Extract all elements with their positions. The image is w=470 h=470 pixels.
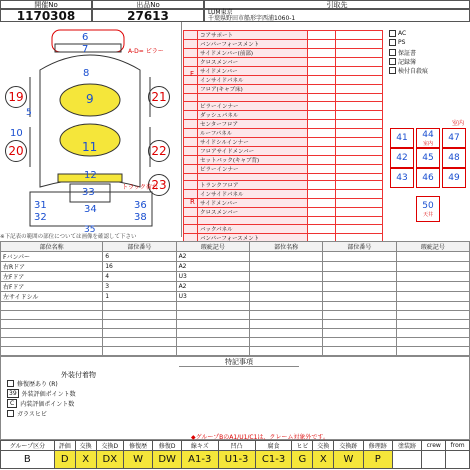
part-42: 42 [390, 148, 414, 168]
damage-cell [323, 347, 396, 356]
part-36: 36 [134, 200, 147, 211]
damage-row [1, 338, 470, 347]
header [0, 0, 470, 22]
member-row [184, 146, 383, 155]
damage-cell [1, 329, 103, 338]
destination [204, 9, 470, 22]
part-35: 35 [84, 225, 96, 235]
damage-cell [323, 252, 396, 262]
part-20: 20 [5, 140, 27, 162]
part-45: 45 [416, 148, 440, 168]
damage-cell [396, 329, 469, 338]
claim-note: ◆グループBのA1/U1/C1は、クレーム対象外です。 [191, 434, 329, 441]
truck-bed-label: トラック荷台 [122, 184, 158, 191]
member-row [184, 190, 383, 199]
member-name: ピラーインナー [198, 101, 308, 110]
part-32: 32 [34, 212, 47, 223]
diagram-note: ※下記表の範囲の部位については画像を確認して下さい [0, 234, 137, 240]
special-title: 特記事項 [179, 357, 299, 367]
damage-cell: U3 [176, 272, 249, 282]
part-23: 23 [148, 174, 170, 196]
damage-cell [396, 252, 469, 262]
damage-cell [103, 320, 176, 329]
group-f: F [190, 70, 195, 78]
damage-cell [176, 302, 249, 311]
part-47: 47 [442, 128, 466, 148]
rating-header: 交換跡 [334, 441, 363, 451]
damage-cell [103, 302, 176, 311]
rating-header: 凹凸 [218, 441, 255, 451]
damage-cell: 6 [103, 252, 176, 262]
member-row [184, 155, 383, 164]
part-48: 48 [442, 148, 466, 168]
member-name: クロスメンバー [198, 58, 308, 67]
shuppin-value: 27613 [92, 9, 204, 22]
vehicle-diagram [0, 22, 182, 237]
part-6: 6 [82, 32, 89, 43]
rating-value: W [123, 451, 152, 469]
member-row [184, 137, 383, 146]
part-9: 9 [86, 92, 94, 106]
damage-cell: A2 [176, 252, 249, 262]
damage-header: 部位番号 [323, 242, 396, 252]
damage-cell [396, 292, 469, 302]
ext-title: 外装付着物 [61, 371, 96, 379]
rating-header: ヒビ [292, 441, 313, 451]
member-name: フロアサイドメンバー [198, 146, 308, 155]
part-49: 49 [442, 168, 466, 188]
part-41: 41 [390, 128, 414, 148]
inner-label: 室内 [452, 120, 465, 127]
rating-value: X [75, 451, 96, 469]
member-name: ルーフパネル [198, 128, 308, 137]
dest-title: LUM東京 [208, 9, 233, 16]
damage-cell [1, 338, 103, 347]
rating-header: 修復D [153, 441, 182, 451]
kaijo-label: 開催No [0, 0, 92, 9]
legend-c: C 内装評価ポイント数 [7, 399, 74, 408]
damage-cell [249, 282, 322, 292]
equip-ac[interactable]: AC [389, 30, 406, 37]
member-name: ダッシュパネル [198, 110, 308, 119]
damage-cell [249, 320, 322, 329]
rating-header: 評価 [54, 441, 75, 451]
member-name: サイドメンバー(前部) [198, 49, 308, 58]
damage-header: 瑕疵記号 [396, 242, 469, 252]
member-name [198, 173, 308, 181]
member-name: トランクフロア [198, 181, 308, 190]
damage-cell: A2 [176, 262, 249, 272]
damage-cell [249, 302, 322, 311]
part-7: 7 [82, 44, 89, 55]
damage-cell [323, 302, 396, 311]
damage-cell [176, 329, 249, 338]
damage-row [1, 320, 470, 329]
rating-value [446, 451, 470, 469]
damage-cell: 1 [103, 292, 176, 302]
member-row [184, 85, 383, 94]
part-19: 19 [5, 86, 27, 108]
member-name: サイドメンバー [198, 199, 308, 208]
part-8: 8 [83, 68, 90, 79]
rating-header: グループ区分 [1, 441, 55, 451]
damage-cell [396, 320, 469, 329]
rating-header: 腐食 [255, 441, 292, 451]
damage-cell [396, 302, 469, 311]
rating-header: 塗装跡 [392, 441, 421, 451]
member-row [184, 199, 383, 208]
equip-record[interactable]: 記録簿 [389, 57, 416, 66]
part-22: 22 [148, 140, 170, 162]
damage-row [1, 282, 470, 292]
member-name: サイドメンバー [198, 67, 308, 76]
damage-cell [176, 338, 249, 347]
part-10: 10 [10, 128, 23, 139]
damage-cell [249, 329, 322, 338]
damage-cell: 16 [103, 262, 176, 272]
damage-cell [323, 262, 396, 272]
damage-cell [176, 320, 249, 329]
member-row [184, 94, 383, 102]
rating-header: 交換 [313, 441, 334, 451]
rating-header: crew [422, 441, 446, 451]
damage-cell: 4 [103, 272, 176, 282]
member-table [183, 30, 383, 243]
damage-cell [396, 347, 469, 356]
damage-header: 部位名称 [1, 242, 103, 252]
damage-cell [323, 292, 396, 302]
damage-cell [323, 272, 396, 282]
part-34: 34 [84, 204, 97, 215]
equip-ps[interactable]: PS [389, 39, 405, 46]
damage-cell [323, 329, 396, 338]
damage-cell [1, 347, 103, 356]
member-row [184, 224, 383, 233]
rating-header: 修復歴 [123, 441, 152, 451]
damage-cell [396, 338, 469, 347]
rating-header: from [446, 441, 470, 451]
member-name: バンパーフォースメント [198, 233, 308, 242]
special-section [0, 356, 470, 440]
damage-cell [1, 311, 103, 320]
rating-value: P [363, 451, 392, 469]
member-name: セットバック(キャブ背) [198, 155, 308, 164]
damage-row [1, 329, 470, 338]
damage-cell [323, 311, 396, 320]
damage-cell [1, 320, 103, 329]
damage-row [1, 311, 470, 320]
rating-value: C1-3 [255, 451, 292, 469]
damage-cell [1, 302, 103, 311]
rating-table [0, 440, 470, 469]
damage-cell [103, 311, 176, 320]
damage-row [1, 292, 470, 302]
part-31: 31 [34, 200, 47, 211]
member-row [184, 58, 383, 67]
damage-cell: A2 [176, 282, 249, 292]
damage-cell: 3 [103, 282, 176, 292]
member-row [184, 181, 383, 190]
damage-cell [323, 338, 396, 347]
rating-header: 交換D [96, 441, 123, 451]
member-name [198, 217, 308, 225]
equip-warranty[interactable]: 保証書 [389, 48, 416, 57]
damage-cell [249, 272, 322, 282]
member-name: ピラーインナー [198, 164, 308, 173]
member-row [184, 173, 383, 181]
part-5: 5 [26, 108, 32, 118]
damage-cell [249, 252, 322, 262]
rating-value: U1-3 [218, 451, 255, 469]
member-row [184, 164, 383, 173]
part-33: 33 [82, 187, 95, 198]
rating-header: 修理跡 [363, 441, 392, 451]
damage-cell [396, 262, 469, 272]
member-name: インサイドパネル [198, 76, 308, 85]
damage-cell: U3 [176, 292, 249, 302]
rating-value [392, 451, 421, 469]
member-row [184, 76, 383, 85]
damage-cell [103, 338, 176, 347]
damage-cell: Fバンパー [1, 252, 103, 262]
part-43: 43 [390, 168, 414, 188]
member-name: インサイドパネル [198, 190, 308, 199]
rating-value: B [1, 451, 55, 469]
part-50: 50 天井 [416, 196, 440, 222]
damage-cell [396, 311, 469, 320]
rating-value: X [313, 451, 334, 469]
damage-cell: 左サイドシル [1, 292, 103, 302]
member-name: コアサポート [198, 31, 308, 40]
shuppin-label: 出品No [92, 0, 204, 9]
damage-header: 部位番号 [103, 242, 176, 252]
legend-glass: ガラスヒビ [7, 409, 47, 418]
member-row [184, 119, 383, 128]
rating-value: A1-3 [182, 451, 219, 469]
member-name: センターフロア [198, 119, 308, 128]
damage-cell: 右Fドア [1, 282, 103, 292]
damage-row [1, 262, 470, 272]
hiki-label: 引取先 [204, 0, 470, 9]
part-46: 46 [416, 168, 440, 188]
member-row [184, 67, 383, 76]
damage-cell [249, 262, 322, 272]
member-row [184, 31, 383, 40]
member-row [184, 208, 383, 217]
rating-value [422, 451, 446, 469]
member-name: クロスメンバー [198, 208, 308, 217]
group-r: R [190, 198, 195, 206]
damage-cell [103, 347, 176, 356]
legend-r: 修復歴あり (R) [7, 379, 58, 388]
part-11: 11 [82, 140, 98, 154]
damage-cell [396, 272, 469, 282]
damage-cell [396, 282, 469, 292]
ad-pillar-label: A-D= ピラー [128, 48, 164, 55]
member-row [184, 110, 383, 119]
damage-cell: 右Rドア [1, 262, 103, 272]
member-row [184, 40, 383, 49]
rating-header: 線キズ [182, 441, 219, 451]
member-row [184, 101, 383, 110]
rating-value: DX [96, 451, 123, 469]
damage-cell [249, 338, 322, 347]
rating-header: 交換 [75, 441, 96, 451]
damage-row [1, 347, 470, 356]
damage-row [1, 272, 470, 282]
member-row [184, 128, 383, 137]
member-name: フロア(キャブ床) [198, 85, 308, 94]
damage-header: 部位名称 [249, 242, 322, 252]
damage-row [1, 302, 470, 311]
member-row [184, 217, 383, 225]
damage-cell [249, 347, 322, 356]
member-row [184, 49, 383, 58]
damage-row [1, 252, 470, 262]
rating-value: W [334, 451, 363, 469]
legend-39: 39 外装評価ポイント数 [9, 390, 76, 398]
damage-cell [176, 347, 249, 356]
part-21: 21 [148, 86, 170, 108]
rating-value: D [54, 451, 75, 469]
member-name [198, 94, 308, 102]
damage-cell [323, 282, 396, 292]
part-12: 12 [84, 170, 97, 181]
damage-cell [176, 311, 249, 320]
kaijo-value: 1170308 [0, 9, 92, 22]
part-44: 44 室内 [416, 128, 440, 148]
rating-value: DW [153, 451, 182, 469]
damage-cell [249, 292, 322, 302]
member-name: バンパーフォースメント [198, 40, 308, 49]
equip-inspection[interactable]: 検付自殺痕 [389, 66, 428, 75]
dest-address: 千葉県野田市船形字西浦1060-1 [208, 15, 296, 22]
member-name: サイドシルインナー [198, 137, 308, 146]
damage-cell [249, 311, 322, 320]
damage-cell [103, 329, 176, 338]
damage-cell: 左Fドア [1, 272, 103, 282]
member-name: バックパネル [198, 224, 308, 233]
damage-header: 瑕疵記号 [176, 242, 249, 252]
rating-value: G [292, 451, 313, 469]
damage-cell [323, 320, 396, 329]
part-38: 38 [134, 212, 147, 223]
damage-table [0, 241, 470, 356]
